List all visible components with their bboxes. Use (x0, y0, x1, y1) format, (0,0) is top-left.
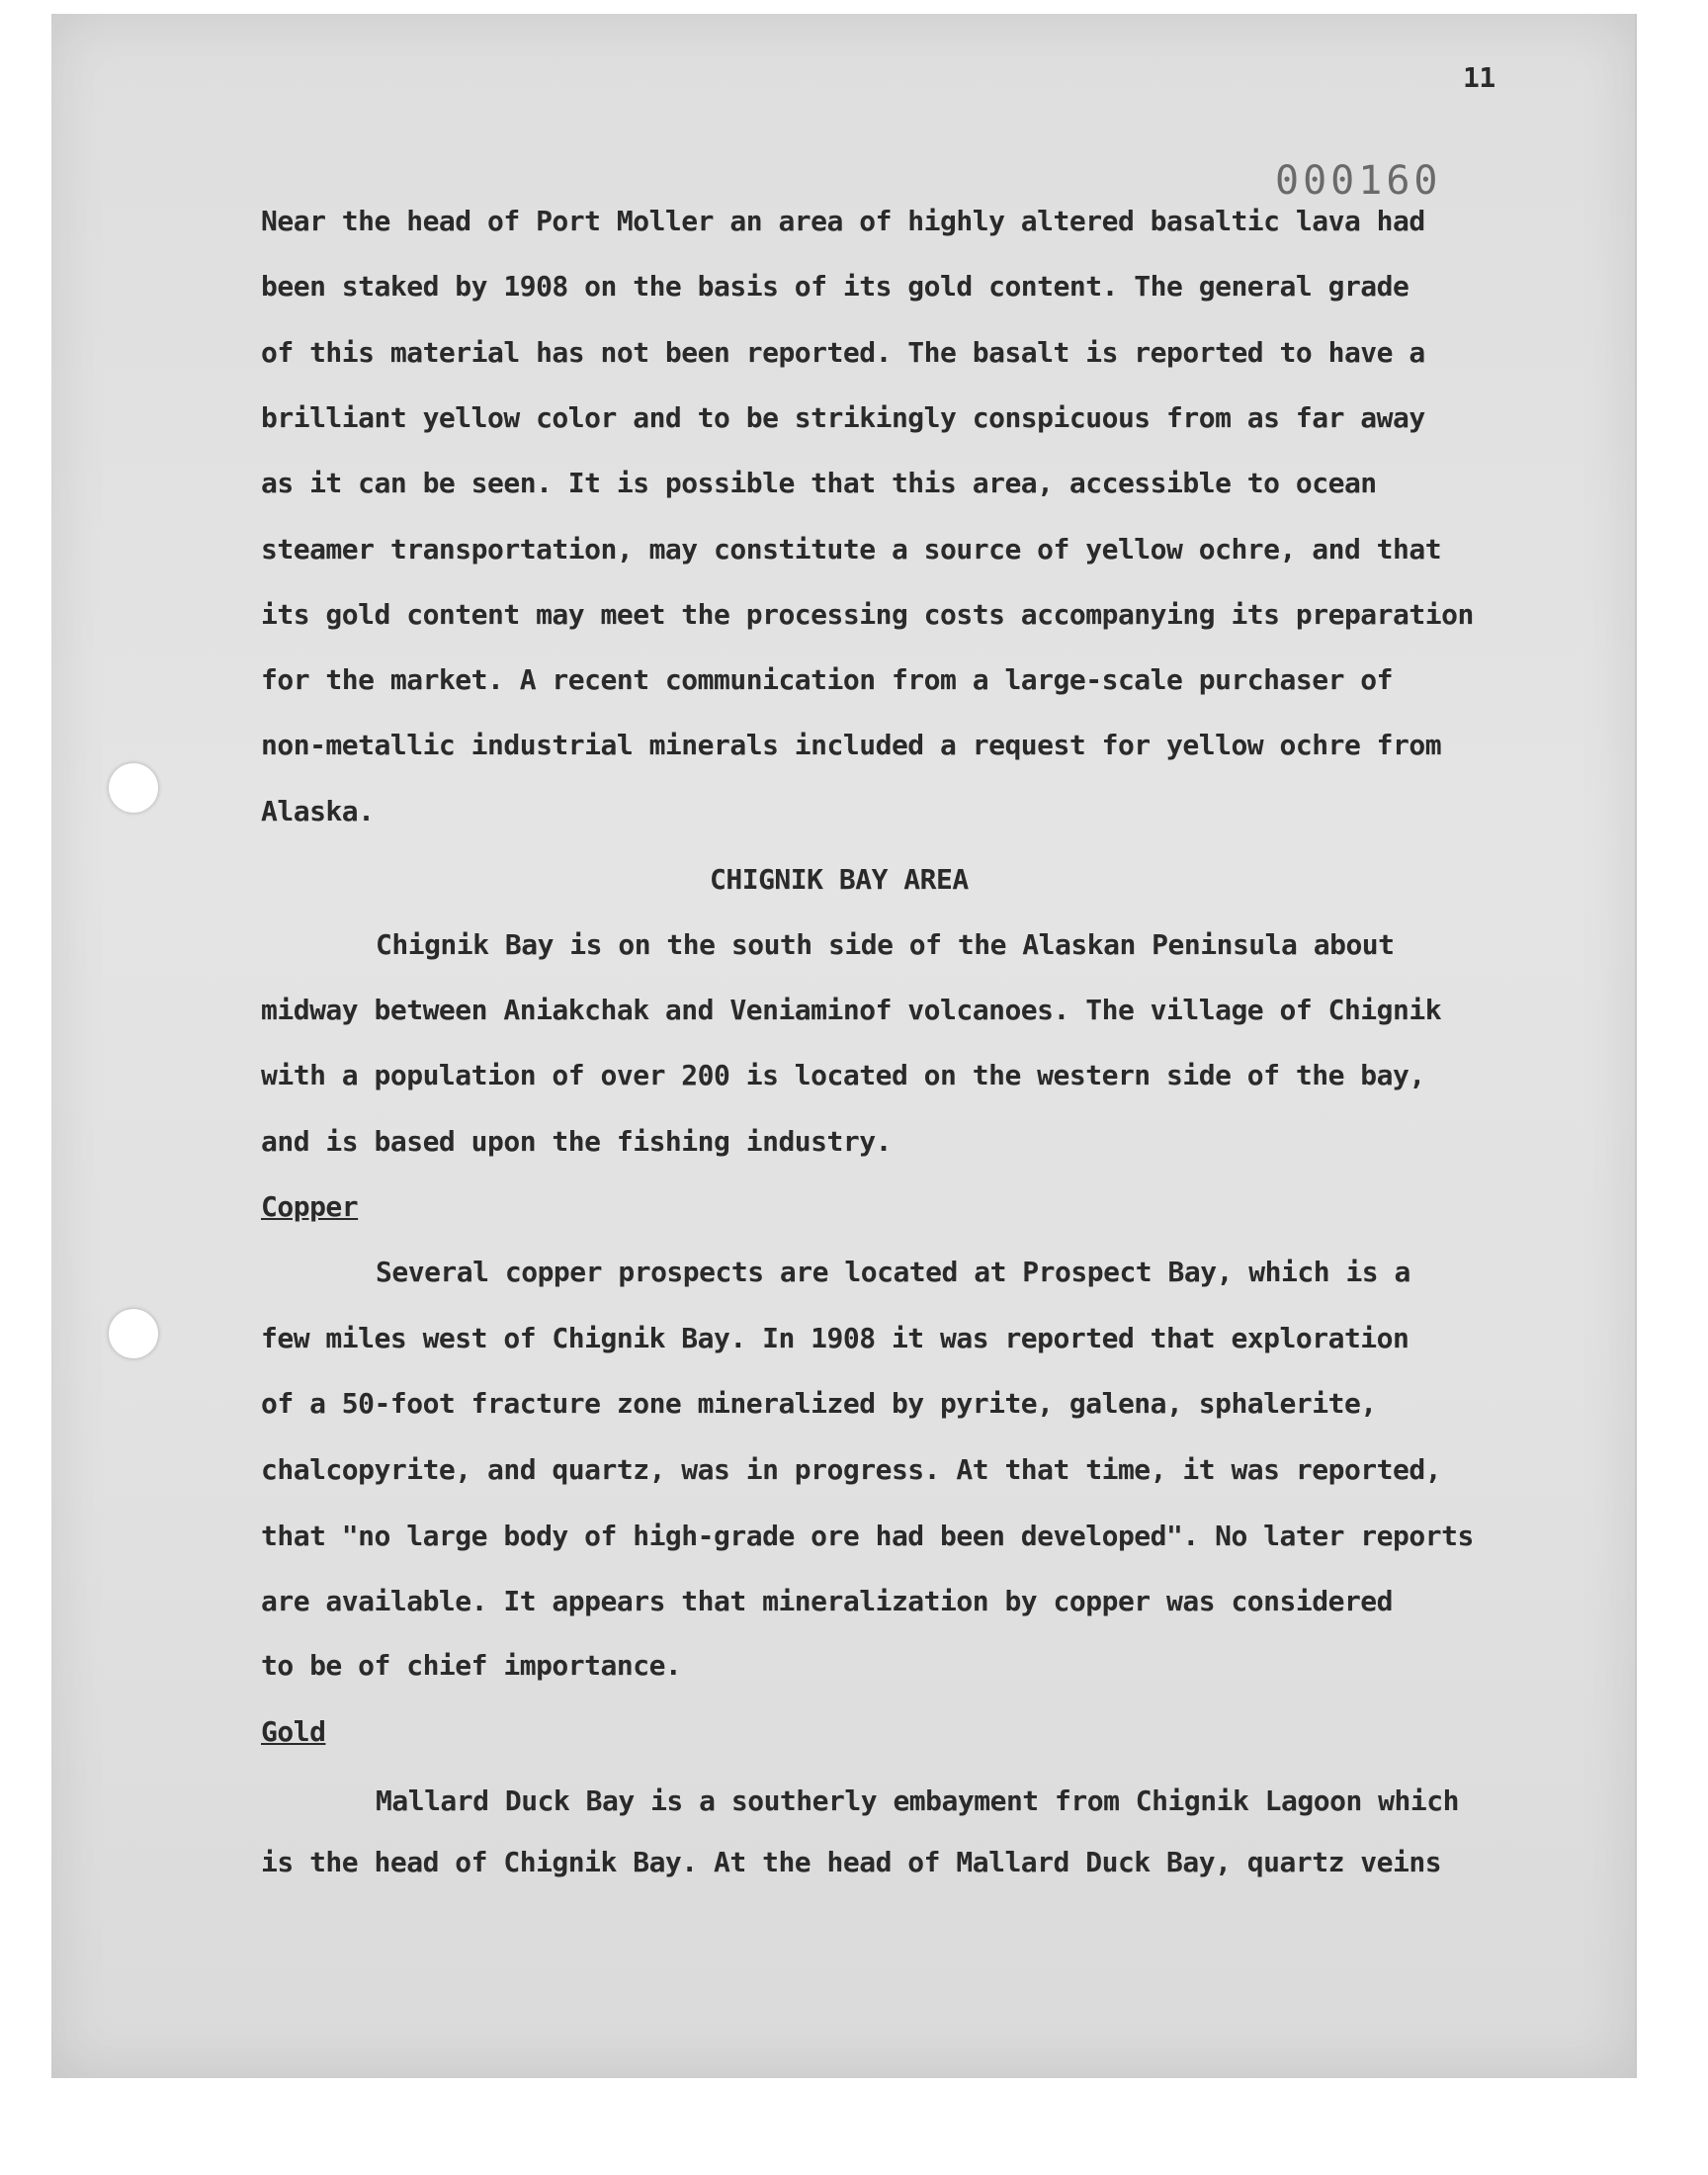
paragraph-line: for the market. A recent communication from a large-scale purchaser of (261, 663, 1394, 696)
page-number: 11 (1463, 61, 1495, 94)
paragraph-line: to be of chief importance. (261, 1649, 682, 1682)
paragraph-line: midway between Aniakchak and Veniaminof volcanoes. The village of Chignik (261, 994, 1442, 1026)
document-page (51, 14, 1637, 2078)
paragraph-line: Near the head of Port Moller an area of highly altered basaltic lava had (261, 205, 1425, 237)
paragraph-line: Alaska. (261, 795, 375, 827)
document-id-stamp: 000160 (1275, 158, 1442, 204)
punch-hole-top (109, 763, 158, 813)
paragraph-line: its gold content may meet the processing costs accompanying its preparation (261, 598, 1474, 631)
paragraph-line: with a population of over 200 is located on the western side of the bay, (261, 1059, 1425, 1091)
paragraph-line: few miles west of Chignik Bay. In 1908 it was reported that exploration (261, 1322, 1409, 1354)
paragraph-line: non-metallic industrial minerals included a request for yellow ochre from (261, 729, 1442, 761)
subheading-copper: Copper (261, 1190, 359, 1223)
subheading-gold: Gold (261, 1715, 326, 1748)
paragraph-line: brilliant yellow color and to be strikingly conspicuous from as far away (261, 401, 1425, 434)
punch-hole-bottom (109, 1309, 158, 1358)
paragraph-line: of this material has not been reported. The basalt is reported to have a (261, 336, 1425, 369)
section-heading: CHIGNIK BAY AREA (710, 863, 969, 896)
paragraph-line: is the head of Chignik Bay. At the head of Mallard Duck Bay, quartz veins (261, 1846, 1442, 1878)
paragraph-line: are available. It appears that mineralization by copper was considered (261, 1585, 1394, 1617)
paragraph-line: of a 50-foot fracture zone mineralized by pyrite, galena, sphalerite, (261, 1387, 1377, 1420)
paragraph-line: been staked by 1908 on the basis of its gold content. The general grade (261, 270, 1409, 303)
paragraph-line: steamer transportation, may constitute a source of yellow ochre, and that (261, 533, 1442, 566)
paragraph-line: Mallard Duck Bay is a southerly embayment from Chignik Lagoon which (376, 1784, 1459, 1817)
paragraph-line: Several copper prospects are located at Prospect Bay, which is a (376, 1256, 1410, 1288)
paragraph-line: as it can be seen. It is possible that this area, accessible to ocean (261, 467, 1377, 499)
paragraph-line: chalcopyrite, and quartz, was in progress. At that time, it was reported, (261, 1453, 1442, 1486)
paragraph-line: that "no large body of high-grade ore had been developed". No later reports (261, 1520, 1474, 1552)
paragraph-line: Chignik Bay is on the south side of the Alaskan Peninsula about (376, 928, 1395, 961)
paragraph-line: and is based upon the fishing industry. (261, 1125, 892, 1158)
